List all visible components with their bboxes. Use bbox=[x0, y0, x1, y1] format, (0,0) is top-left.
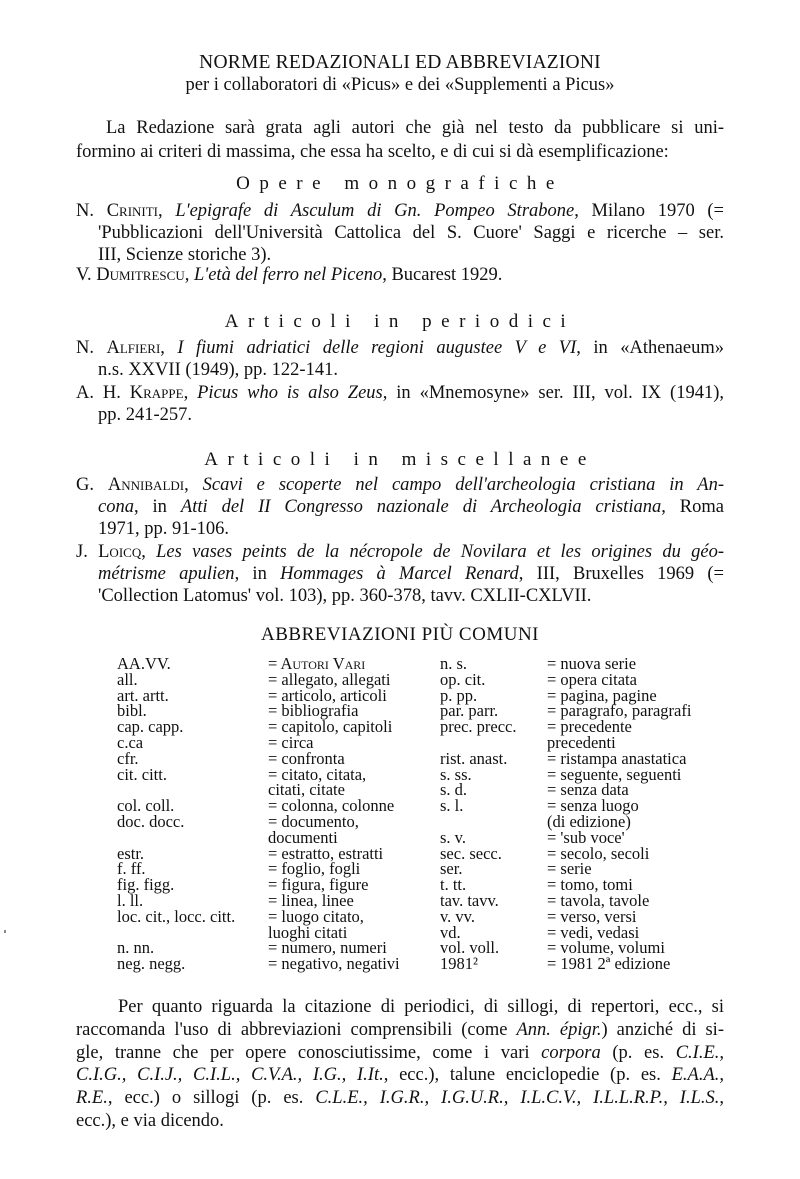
meaning-cell: = opera citata bbox=[547, 669, 637, 689]
meaning-cell: = citato, citata, bbox=[268, 764, 367, 784]
meaning-cell: = linea, linee bbox=[268, 890, 354, 910]
meaning-cell: = figura, figure bbox=[268, 875, 369, 895]
author-initial: A. H. bbox=[76, 383, 130, 403]
meaning-cell: = vedi, vedasi bbox=[547, 922, 640, 942]
bibliography-entry bbox=[76, 382, 724, 426]
meaning-cell: = articolo, articoli bbox=[268, 685, 387, 705]
meaning-cell: = tomo, tomi bbox=[547, 875, 633, 895]
meaning-cell: = paragrafo, paragrafi bbox=[547, 701, 692, 721]
citation-details: , III, Bruxelles 1969 (= bbox=[518, 564, 724, 584]
abbreviation-cell: t. tt. bbox=[440, 875, 467, 895]
separator: , bbox=[160, 338, 178, 358]
page-subtitle: per i collaboratori di «Picus» e dei «Supplementi a Picus» bbox=[185, 75, 615, 95]
meaning-cell: = negativo, negativi bbox=[268, 954, 400, 974]
abbreviation-row bbox=[117, 956, 691, 972]
author-name: Annibaldi bbox=[107, 475, 185, 495]
abbreviation-cell: s. l. bbox=[440, 796, 464, 816]
author-initial: J. bbox=[76, 542, 99, 562]
closing-line: raccomanda l'uso di abbreviazioni comprensibili (come Ann. épigr.) anziché di si- bbox=[76, 1019, 724, 1040]
abbreviation-cell: l. ll. bbox=[117, 890, 144, 910]
closing-line: Per quanto riguarda la citazione di periodici, di sillogi, di repertori, ecc., si bbox=[118, 997, 724, 1017]
abbreviation-cell: vd. bbox=[440, 922, 461, 942]
meaning-cell: = 'sub voce' bbox=[547, 827, 625, 847]
separator: , bbox=[184, 265, 194, 285]
citation-details: , in bbox=[133, 497, 181, 517]
abbreviation-cell: AA.VV. bbox=[117, 654, 171, 673]
meaning-cell: = colonna, colonne bbox=[268, 796, 395, 816]
meaning-cell: = serie bbox=[547, 859, 592, 879]
work-title: Picus who is also Zeus bbox=[197, 383, 383, 403]
citation-details: 'Pubblicazioni dell'Università Cattolica del S. Cuore' Saggi e ricerche – ser. bbox=[98, 223, 724, 243]
closing-paragraph bbox=[76, 996, 724, 1133]
author-name: Dumitrescu bbox=[96, 265, 185, 285]
abbreviation-cell: art. artt. bbox=[117, 685, 169, 705]
abbreviation-cell: rist. anast. bbox=[440, 748, 508, 768]
meaning-cell: = secolo, secoli bbox=[547, 843, 650, 863]
meaning-cell: = tavola, tavole bbox=[547, 890, 650, 910]
abbreviation-cell: estr. bbox=[117, 843, 145, 863]
meaning-cell: = seguente, seguenti bbox=[547, 764, 682, 784]
abbreviation-cell: neg. negg. bbox=[117, 954, 186, 974]
abbreviation-cell: tav. tavv. bbox=[440, 890, 499, 910]
citation-details: , in bbox=[234, 564, 281, 584]
section-heading-miscellanee: Articoli in miscellanee bbox=[204, 449, 596, 470]
volume-title: Atti del II Congresso nazionale di Archeologia cristiana bbox=[180, 497, 662, 517]
abbreviation-cell: cap. capp. bbox=[117, 717, 184, 737]
abbreviation-cell: bibl. bbox=[117, 701, 147, 721]
abbreviation-cell: s. v. bbox=[440, 827, 466, 847]
abbreviation-cell: fig. figg. bbox=[117, 875, 175, 895]
abbreviation-cell: 1981² bbox=[440, 954, 478, 974]
work-title: L'epigrafe di Asculum di Gn. Pompeo Strabone bbox=[175, 201, 575, 221]
author-name: Criniti bbox=[106, 201, 159, 221]
work-title: métrisme apulien bbox=[98, 564, 235, 584]
work-title: Les vases peints de la nécropole de Novilara et les origines du géo- bbox=[156, 542, 724, 562]
abbreviation-cell: ser. bbox=[440, 859, 463, 879]
citation-details: pp. 241-257. bbox=[98, 405, 193, 425]
page-title: NORME REDAZIONALI ED ABBREVIAZIONI bbox=[199, 52, 601, 73]
author-initial: N. bbox=[76, 338, 107, 358]
author-initial: N. bbox=[76, 201, 107, 221]
meaning-cell: = numero, numeri bbox=[268, 938, 387, 958]
meaning-cell: = capitolo, capitoli bbox=[268, 717, 393, 737]
citation-details: 1971, pp. 91-106. bbox=[98, 519, 230, 539]
meaning-cell: = 1981 2ª edizione bbox=[547, 954, 671, 974]
closing-line: ecc.), e via dicendo. bbox=[76, 1110, 224, 1131]
meaning-cell: = circa bbox=[268, 732, 314, 752]
author-name: Alfieri bbox=[106, 338, 161, 358]
bibliography-entry bbox=[76, 541, 724, 607]
meaning-cell: = nuova serie bbox=[547, 654, 637, 673]
abbreviation-cell: loc. cit., locc. citt. bbox=[117, 906, 236, 926]
bibliography-entry bbox=[76, 200, 724, 266]
meaning-cell: = confronta bbox=[268, 748, 345, 768]
abbreviations-heading: ABBREVIAZIONI PIÙ COMUNI bbox=[261, 624, 539, 645]
section-heading-monografie: Opere monografiche bbox=[236, 173, 564, 194]
meaning-cell: (di edizione) bbox=[547, 811, 631, 831]
bibliography-entry bbox=[76, 337, 724, 381]
abbreviation-cell: all. bbox=[117, 669, 138, 689]
citation-details: , Roma bbox=[661, 497, 724, 517]
abbreviation-cell: f. ff. bbox=[117, 859, 146, 879]
separator: , bbox=[158, 201, 176, 221]
abbreviation-cell: vol. voll. bbox=[440, 938, 500, 958]
volume-title: Hommages à Marcel Renard bbox=[280, 564, 519, 584]
intro-paragraph bbox=[76, 116, 724, 164]
citation-details: , Milano 1970 (= bbox=[574, 201, 724, 221]
abbreviations-table bbox=[117, 656, 691, 972]
author-initial: G. bbox=[76, 475, 108, 495]
citation-details: n.s. XXVII (1949), pp. 122-141. bbox=[98, 360, 338, 380]
separator: , bbox=[183, 383, 198, 403]
meaning-cell: = senza data bbox=[547, 780, 629, 800]
meaning-cell: = allegato, allegati bbox=[268, 669, 391, 689]
intro-line: La Redazione sarà grata agli autori che già nel testo da pubblicare si uni- bbox=[106, 118, 724, 138]
abbreviation-cell: cfr. bbox=[117, 748, 139, 768]
meaning-cell: = bibliografia bbox=[268, 701, 359, 721]
closing-line: gle, tranne che per opere conosciutissime, come i vari corpora (p. es. C.I.E., bbox=[76, 1042, 724, 1063]
meaning-cell: = estratto, estratti bbox=[268, 843, 384, 863]
abbreviation-cell: prec. precc. bbox=[440, 717, 517, 737]
abbreviation-cell: col. coll. bbox=[117, 796, 175, 816]
abbreviation-row bbox=[117, 846, 691, 862]
separator: , bbox=[141, 542, 157, 562]
abbreviation-cell: v. vv. bbox=[440, 906, 475, 926]
abbreviation-cell: sec. secc. bbox=[440, 843, 502, 863]
closing-line: C.I.G., C.I.J., C.I.L., C.V.A., I.G., I.It., ecc.), talune enciclopedie (p. es. E.A.A., bbox=[76, 1065, 724, 1086]
bibliography-entry bbox=[76, 474, 724, 540]
author-name: Krappe bbox=[129, 383, 184, 403]
abbreviation-cell: op. cit. bbox=[440, 669, 486, 689]
meaning-cell: precedenti bbox=[547, 732, 616, 752]
abbreviation-cell: p. pp. bbox=[440, 685, 478, 705]
meaning-cell: = verso, versi bbox=[547, 906, 637, 926]
abbreviation-cell: s. ss. bbox=[440, 764, 472, 784]
meaning-cell: documenti bbox=[268, 827, 338, 847]
meaning-cell: luoghi citati bbox=[268, 922, 348, 942]
work-title: L'età del ferro nel Piceno bbox=[193, 265, 383, 285]
citation-details: , in «Athenaeum» bbox=[576, 338, 724, 358]
work-title: cona bbox=[98, 497, 134, 517]
meaning-cell: = documento, bbox=[268, 811, 359, 831]
intro-line: formino ai criteri di massima, che essa ha scelto, e di cui si dà esemplificazione: bbox=[76, 142, 669, 162]
closing-line: R.E., ecc.) o sillogi (p. es. C.L.E., I.G.R., I.G.U.R., I.L.C.V., I.L.L.R.P., I.L.S., bbox=[76, 1088, 725, 1109]
abbreviation-cell: cit. citt. bbox=[117, 764, 167, 784]
work-title: Scavi e scoperte nel campo dell'archeologia cristiana in An- bbox=[202, 475, 724, 495]
citation-details: III, Scienze storiche 3). bbox=[98, 245, 272, 265]
abbreviation-cell: doc. docc. bbox=[117, 811, 185, 831]
meaning-cell: = foglio, fogli bbox=[268, 859, 361, 879]
meaning-cell: = Autori Vari bbox=[268, 654, 366, 673]
abbreviation-cell: s. d. bbox=[440, 780, 468, 800]
author-name: Loicq bbox=[98, 542, 142, 562]
meaning-cell: citati, citate bbox=[268, 780, 345, 800]
meaning-cell: = pagina, pagine bbox=[547, 685, 657, 705]
separator: , bbox=[184, 475, 203, 495]
abbreviation-cell: par. parr. bbox=[440, 701, 499, 721]
abbreviation-cell: n. nn. bbox=[117, 938, 155, 958]
meaning-cell: = precedente bbox=[547, 717, 632, 737]
meaning-cell: = volume, volumi bbox=[547, 938, 665, 958]
author-initial: V. bbox=[76, 265, 97, 285]
citation-details: , Bucarest 1929. bbox=[382, 265, 503, 285]
meaning-cell: = luogo citato, bbox=[268, 906, 364, 926]
meaning-cell: = ristampa anastatica bbox=[547, 748, 687, 768]
citation-details: , in «Mnemosyne» ser. III, vol. IX (1941), bbox=[382, 383, 724, 403]
bibliography-entry bbox=[76, 264, 724, 286]
meaning-cell: = senza luogo bbox=[547, 796, 639, 816]
work-title: I fiumi adriatici delle regioni augustee V e VI bbox=[177, 338, 577, 358]
abbreviation-cell: c.ca bbox=[117, 732, 144, 752]
abbreviation-cell: n. s. bbox=[440, 654, 468, 673]
scan-mark bbox=[4, 930, 6, 933]
section-heading-periodici: Articoli in periodici bbox=[224, 311, 576, 332]
citation-details: 'Collection Latomus' vol. 103), pp. 360-378, tavv. CXLII-CXLVII. bbox=[98, 586, 592, 606]
